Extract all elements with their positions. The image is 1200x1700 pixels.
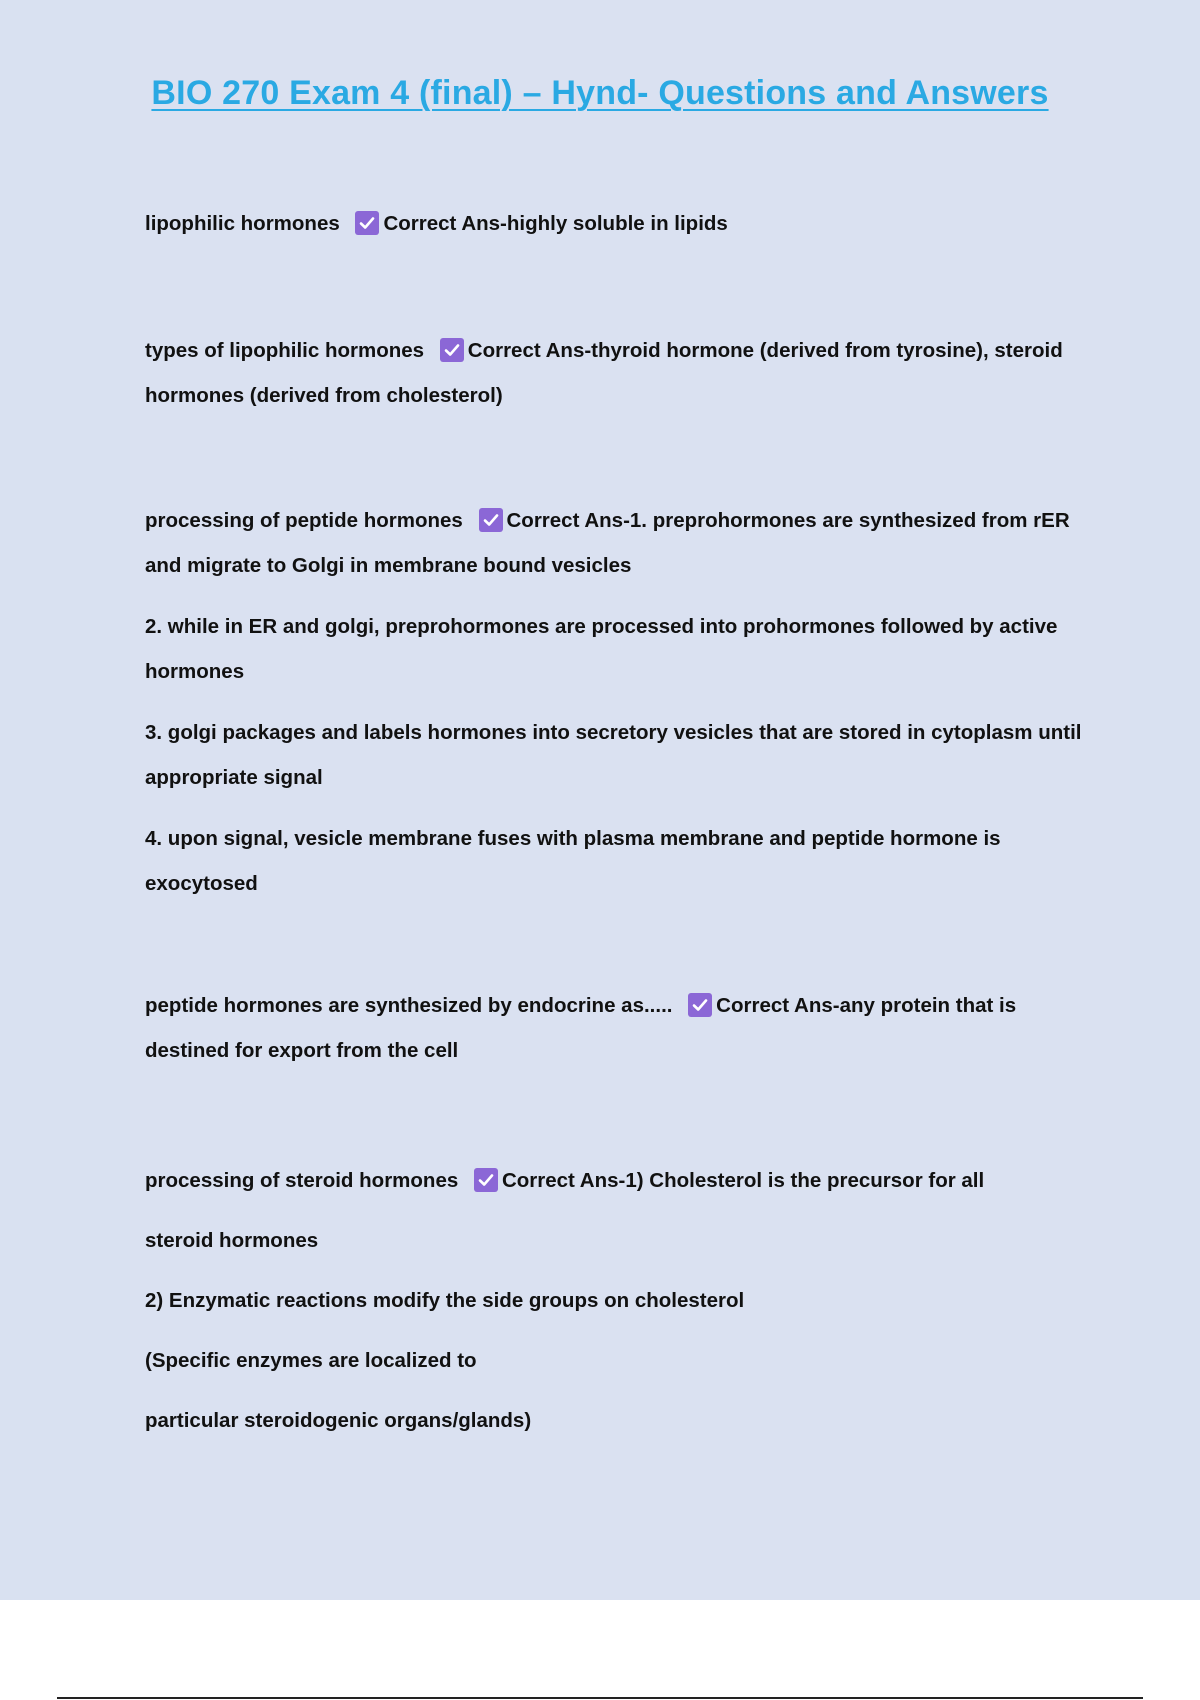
answer-text: Correct Ans-thyroid hormone (derived from tyrosine), steroid hormones (derived from cholesterol) xyxy=(145,339,1063,407)
answer-text: Correct Ans-any protein that is destined for export from the cell xyxy=(145,994,1017,1062)
answer-line: (Specific enzymes are localized to xyxy=(145,1349,477,1372)
question-text: processing of steroid hormones xyxy=(145,1169,459,1192)
question-text: types of lipophilic hormones xyxy=(145,339,425,362)
answer-step: 4. upon signal, vesicle membrane fuses with plasma membrane and peptide hormone is exocytosed xyxy=(145,827,1001,895)
answer-step: 2. while in ER and golgi, preprohormones are processed into prohormones followed by active hormones xyxy=(145,615,1058,683)
question-text: peptide hormones are synthesized by endocrine as..... xyxy=(145,994,673,1017)
qa-entry xyxy=(145,328,1095,434)
checkbox-checked-icon xyxy=(688,993,712,1017)
qa-entry xyxy=(145,498,1095,922)
qa-paragraph xyxy=(145,983,1095,1073)
qa-paragraph xyxy=(145,328,1095,418)
answer-line: particular steroidogenic organs/glands) xyxy=(145,1409,532,1432)
checkbox-checked-icon xyxy=(440,338,464,362)
qa-entry xyxy=(145,1151,1095,1451)
answer-line: 2) Enzymatic reactions modify the side groups on cholesterol xyxy=(145,1289,745,1312)
document-title: BIO 270 Exam 4 (final) – Hynd- Questions and Answers xyxy=(151,74,1049,112)
checkbox-checked-icon xyxy=(479,508,503,532)
answer-text: Correct Ans-1) Cholesterol is the precursor for all xyxy=(501,1169,985,1192)
footer-divider xyxy=(57,1697,1143,1699)
answer-line: steroid hormones xyxy=(145,1229,319,1252)
question-text: processing of peptide hormones xyxy=(145,509,463,532)
question-text: lipophilic hormones xyxy=(145,212,340,235)
checkbox-checked-icon xyxy=(355,211,379,235)
checkbox-checked-icon xyxy=(474,1168,498,1192)
qa-paragraph xyxy=(145,201,1095,246)
qa-paragraph xyxy=(145,498,1095,588)
qa-entry xyxy=(145,201,1095,262)
answer-text: Correct Ans-highly soluble in lipids xyxy=(383,212,728,235)
qa-paragraph xyxy=(145,1151,1095,1211)
qa-entry xyxy=(145,983,1095,1089)
answer-text: Correct Ans-1. preprohormones are synthesized from rER and migrate to Golgi in membrane bound vesicles xyxy=(145,509,1070,577)
answer-step: 3. golgi packages and labels hormones into secretory vesicles that are stored in cytoplasm until appropriate signal xyxy=(145,721,1082,789)
